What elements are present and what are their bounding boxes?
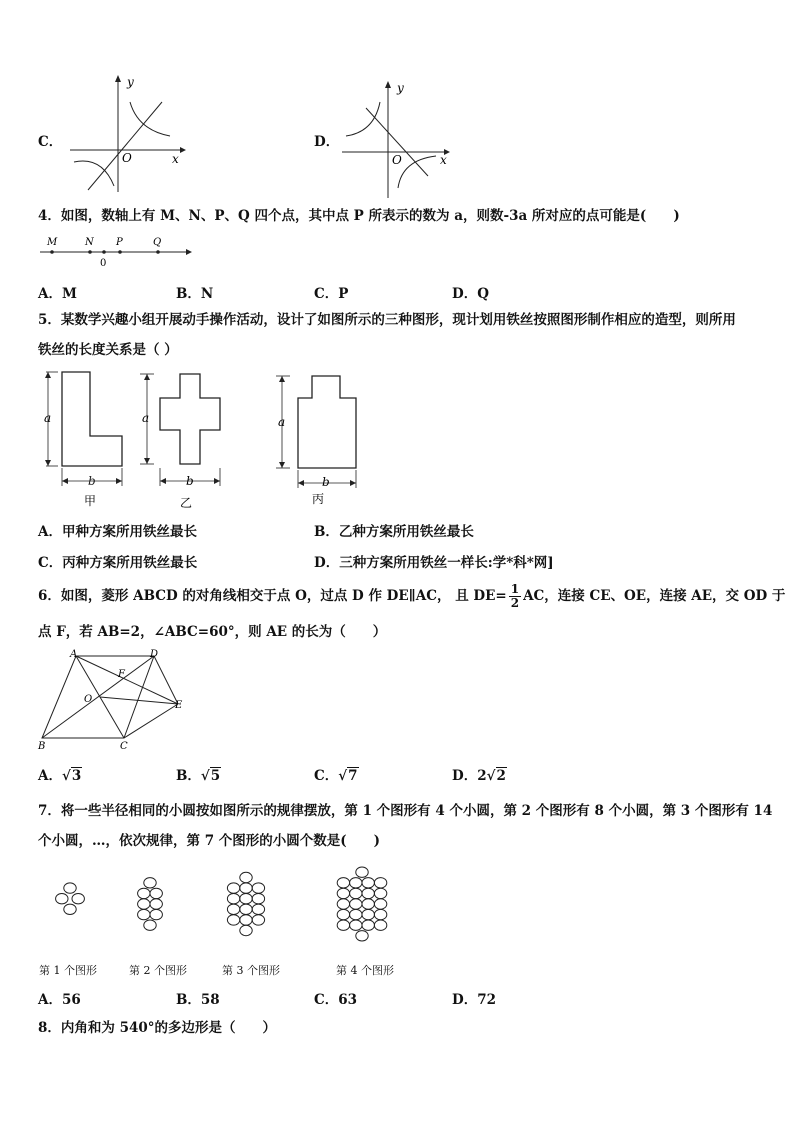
q6-option-b-sqrt: √5 <box>200 768 221 784</box>
q4-zero-label: 0 <box>100 258 107 268</box>
q3-option-d-letter: D． <box>314 134 340 150</box>
q5-figure-bing <box>276 376 356 489</box>
q4-point-p: P <box>116 237 123 248</box>
small-circle <box>362 920 374 930</box>
q7-stem-line1: 7．将一些半径相同的小圆按如图所示的规律摆放，第 1 个图形有 4 个小圆，第 2 个图形有 8 个小圆，第 3 个图形有 14 <box>38 803 773 819</box>
q4-option-a: A．M <box>38 286 77 302</box>
q5-yi-dim-b: b <box>186 474 194 488</box>
small-circle <box>240 883 252 893</box>
q7-caption-4: 第 4 个图形 <box>336 964 394 977</box>
q5-bing-dim-b: b <box>322 475 330 489</box>
small-circle <box>362 909 374 919</box>
q5-caption-bing: 丙 <box>312 492 325 506</box>
q6-option-d-sqrt: √2 <box>486 768 506 784</box>
q7-option-c: C．63 <box>314 992 358 1008</box>
small-circle <box>362 878 374 888</box>
q6-option-d <box>452 764 507 784</box>
q3d-origin-label: O <box>392 153 402 167</box>
q4-number-line <box>38 234 198 268</box>
q7-option-a: A．56 <box>38 992 81 1008</box>
q6-label-b: B <box>38 741 46 752</box>
small-circle <box>374 888 386 898</box>
q6-frac-den: 2 <box>510 596 520 610</box>
q6-option-c <box>314 764 359 784</box>
q5-option-b: B．乙种方案所用铁丝最长 <box>314 524 474 540</box>
q7-option-b: B．58 <box>176 992 220 1008</box>
small-circle <box>227 904 239 914</box>
q5-caption-jia: 甲 <box>84 494 97 508</box>
small-circle <box>227 915 239 925</box>
q6-fraction-half <box>509 583 521 610</box>
q4-option-d: D．Q <box>452 286 489 302</box>
small-circle <box>356 867 368 877</box>
q6-label-d: D <box>150 649 159 660</box>
q5-caption-yi: 乙 <box>180 496 193 510</box>
q5-bing-dim-a: a <box>278 415 286 429</box>
q6-option-b-letter: B． <box>176 768 201 784</box>
small-circle <box>72 894 84 904</box>
small-circle <box>362 888 374 898</box>
small-circle <box>337 888 349 898</box>
q7-caption-2: 第 2 个图形 <box>129 964 187 977</box>
q6-stem-line1-b: AC，连接 CE、OE，连接 AE，交 OD 于 <box>523 588 786 604</box>
q6-frac-num: 1 <box>510 582 520 596</box>
small-circle <box>374 909 386 919</box>
q5-figure-yi <box>140 374 220 488</box>
q5-jia-dim-b: b <box>88 474 96 488</box>
q4-option-c: C．P <box>314 286 349 302</box>
small-circle <box>356 931 368 941</box>
q6-option-d-letter: D． <box>452 768 478 784</box>
q5-option-d: D．三种方案所用铁丝一样长:学*科*网] <box>314 555 554 571</box>
small-circle <box>350 909 362 919</box>
small-circle <box>138 899 150 909</box>
q6-option-d-coef: 2 <box>477 768 487 784</box>
small-circle <box>144 920 156 930</box>
q6-option-a-letter: A． <box>38 768 62 784</box>
small-circle <box>240 925 252 935</box>
q3-option-c-letter: C． <box>38 134 63 150</box>
small-circle <box>240 872 252 882</box>
q7-circle-patterns <box>40 856 420 954</box>
q6-option-c-letter: C． <box>314 768 339 784</box>
q5-figures <box>36 364 376 512</box>
q5-stem-line2: 铁丝的长度关系是（ ） <box>38 342 178 358</box>
q3d-x-label: x <box>440 153 447 167</box>
small-circle <box>252 883 264 893</box>
q5-yi-dim-a: a <box>142 411 150 425</box>
small-circle <box>64 904 76 914</box>
q5-stem-line1: 5．某数学兴趣小组开展动手操作活动，设计了如图所示的三种图形，现计划用铁丝按照图形制作相应的造型，则所用 <box>38 312 736 328</box>
q3c-origin-label: O <box>122 151 132 165</box>
small-circle <box>350 920 362 930</box>
q7-stem-line2: 个小圆，…，依次规律，第 7 个图形的小圆个数是( ) <box>38 833 381 849</box>
small-circle <box>350 888 362 898</box>
q4-stem: 4．如图，数轴上有 M、N、P、Q 四个点，其中点 P 所表示的数为 a，则数-3a 所对应的点可能是( ) <box>38 208 680 224</box>
q6-rhombus-figure <box>36 648 196 752</box>
small-circle <box>56 894 68 904</box>
q5-option-a: A．甲种方案所用铁丝最长 <box>38 524 197 540</box>
q7-caption-3: 第 3 个图形 <box>222 964 280 977</box>
q5-figure-jia <box>44 372 122 488</box>
small-circle <box>350 878 362 888</box>
q4-option-b: B．N <box>176 286 214 302</box>
q7-caption-1: 第 1 个图形 <box>39 964 97 977</box>
small-circle <box>374 878 386 888</box>
q6-label-c: C <box>120 741 128 752</box>
q4-point-q: Q <box>153 237 162 248</box>
q6-option-a-sqrt: √3 <box>61 768 82 784</box>
small-circle <box>337 920 349 930</box>
small-circle <box>252 904 264 914</box>
q6-stem-line1-a: 6．如图，菱形 ABCD 的对角线相交于点 O，过点 D 作 DE∥AC， 且 DE= <box>38 588 507 604</box>
small-circle <box>150 888 162 898</box>
q6-option-c-sqrt: √7 <box>338 768 358 784</box>
q6-stem-line1 <box>38 582 785 610</box>
small-circle <box>337 909 349 919</box>
q3c-x-label: x <box>172 152 179 166</box>
q8-stem: 8．内角和为 540°的多边形是（ ） <box>38 1020 277 1036</box>
q5-option-c: C．丙种方案所用铁丝最长 <box>38 555 198 571</box>
q6-option-b <box>176 764 221 784</box>
small-circle <box>337 899 349 909</box>
q6-stem-line2: 点 F，若 AB=2，∠ABC=60°，则 AE 的长为（ ） <box>38 624 387 640</box>
q7-option-d: D．72 <box>452 992 496 1008</box>
small-circle <box>240 904 252 914</box>
small-circle <box>138 888 150 898</box>
q6-label-a: A <box>70 649 78 660</box>
small-circle <box>350 899 362 909</box>
small-circle <box>144 878 156 888</box>
q3c-y-label: y <box>127 75 134 89</box>
q3d-y-label: y <box>397 81 404 95</box>
small-circle <box>240 915 252 925</box>
q4-point-m: M <box>47 237 58 248</box>
q5-jia-dim-a: a <box>44 411 52 425</box>
small-circle <box>240 894 252 904</box>
small-circle <box>64 883 76 893</box>
small-circle <box>374 899 386 909</box>
q4-point-n: N <box>85 237 94 248</box>
small-circle <box>227 894 239 904</box>
q6-option-a <box>38 764 82 784</box>
q6-label-o: O <box>84 694 93 705</box>
q3-option-c-graph <box>66 74 186 194</box>
small-circle <box>252 915 264 925</box>
small-circle <box>337 878 349 888</box>
q3-option-d-graph <box>340 80 452 200</box>
small-circle <box>150 899 162 909</box>
small-circle <box>252 894 264 904</box>
small-circle <box>138 909 150 919</box>
small-circle <box>374 920 386 930</box>
small-circle <box>227 883 239 893</box>
q6-label-f: F <box>118 669 125 680</box>
small-circle <box>362 899 374 909</box>
q6-label-e: E <box>175 700 183 711</box>
small-circle <box>150 909 162 919</box>
